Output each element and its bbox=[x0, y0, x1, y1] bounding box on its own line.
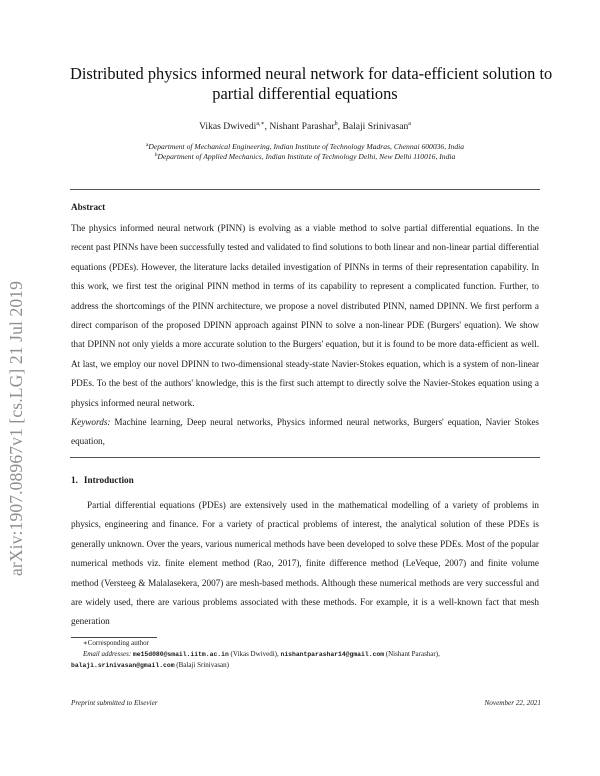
section-title: Introduction bbox=[83, 475, 134, 485]
section-heading bbox=[71, 475, 134, 485]
author-name: Vikas Dwivedi bbox=[199, 121, 257, 132]
keywords-label: Keywords: bbox=[71, 417, 111, 428]
email-owner: (Balaji Srinivasan) bbox=[176, 661, 229, 670]
email-addresses-line bbox=[71, 649, 541, 661]
section-number: 1. bbox=[71, 475, 78, 485]
affiliation-text: Department of Applied Mechanics, Indian Institute of Technology Delhi, New Delhi 110016, India bbox=[157, 152, 456, 161]
paper-title bbox=[70, 64, 553, 104]
title-line-2: partial differential equations bbox=[212, 84, 398, 103]
abstract-bottom-rule bbox=[70, 457, 540, 458]
email-owner: (Nishant Parashar), bbox=[385, 649, 440, 658]
affiliation-mark: a bbox=[145, 142, 149, 148]
corresponding-author-note: ∗Corresponding author bbox=[83, 639, 149, 647]
footnotes bbox=[71, 638, 541, 672]
keywords-text: Machine learning, Deep neural networks, Physics informed neural networks, Burgers' equation, Navier Stokes equation, bbox=[71, 417, 539, 447]
author-name: Balaji Srinivasan bbox=[342, 121, 409, 132]
affiliation-mark: b bbox=[154, 152, 158, 158]
email-link[interactable]: me15d080@smail.iitm.ac.in bbox=[132, 650, 229, 658]
preprint-note: Preprint submitted to Elsevier bbox=[71, 699, 158, 707]
email-owner: (Vikas Dwivedi), bbox=[230, 649, 279, 658]
author-list: Vikas Dwivedi$^{a,∗}$, Nishant Parashar$^b$, Balaji Srinivasan$^a$ bbox=[199, 121, 411, 132]
title-line-1: Distributed physics informed neural network for data-efficient solution to bbox=[70, 64, 553, 83]
author-name: Nishant Parashar bbox=[269, 121, 335, 132]
email-addresses-line-2 bbox=[71, 660, 541, 672]
email-link[interactable]: nishantparashar14@gmail.com bbox=[280, 650, 385, 658]
abstract-text: The physics informed neural network (PINN) is evolving as a viable method to solve partial differential equations. In the recent past PINNs have been successfully tested and validated to find solutions to both linear and non-linear partial differential equations (PDEs). However, the literature lacks detailed investigation of PINNs in terms of their representation capability. In this work, we first test the original PINN method in terms of its capability to represent a complicated function. Further, to address the shortcomings of the PINN architecture, we propose a novel distributed PINN, named DPINN. We first perform a direct comparison of the proposed DPINN approach against PINN to solve a non-linear PDE (Burgers' equation). We show that DPINN not only yields a more accurate solution to the Burgers' equation, but it is found to be more data-efficient as well. At last, we employ our novel DPINN to two-dimensional steady-state Navier-Stokes equation, which is a system of non-linear PDEs. To the best of the authors' knowledge, this is the first such attempt to directly solve the Navier-Stokes equation using a physics informed neural network. bbox=[71, 223, 539, 408]
affiliation bbox=[70, 150, 540, 162]
affiliation-text: Department of Mechanical Engineering, Indian Institute of Technology Madras, Chennai 600036, India bbox=[148, 142, 465, 151]
abstract-body bbox=[71, 219, 539, 452]
preprint-date: November 22, 2021 bbox=[484, 699, 541, 707]
introduction-paragraph: Partial differential equations (PDEs) are extensively used in the mathematical modelling of a variety of problems in physics, engineering and finance. For a variety of practical problems of interest, the analytical solution of these PDEs is generally unknown. Over the years, various numerical methods have been developed to solve these PDEs. Most of the popular numerical methods viz. finite element method (Rao, 2017), finite difference method (LeVeque, 2007) and finite volume method (Versteeg & Malalasekera, 2007) are mesh-based methods. Although these numerical methods are very successful and are widely used, there are various problems associated with these methods. For example, it is a well-known fact that mesh generation bbox=[71, 500, 539, 627]
author-affiliation-mark: a bbox=[408, 121, 411, 127]
author-affiliation-mark: b bbox=[334, 121, 338, 127]
author-affiliation-mark: a,∗ bbox=[256, 121, 265, 127]
abstract-top-rule bbox=[70, 189, 540, 190]
abstract-heading: Abstract bbox=[71, 202, 106, 212]
email-label: Email addresses: bbox=[83, 649, 132, 658]
arxiv-stamp: arXiv:1907.08967v1 [cs.LG] 21 Jul 2019 bbox=[6, 280, 26, 576]
email-link[interactable]: balaji.srinivasan@gmail.com bbox=[71, 662, 175, 670]
